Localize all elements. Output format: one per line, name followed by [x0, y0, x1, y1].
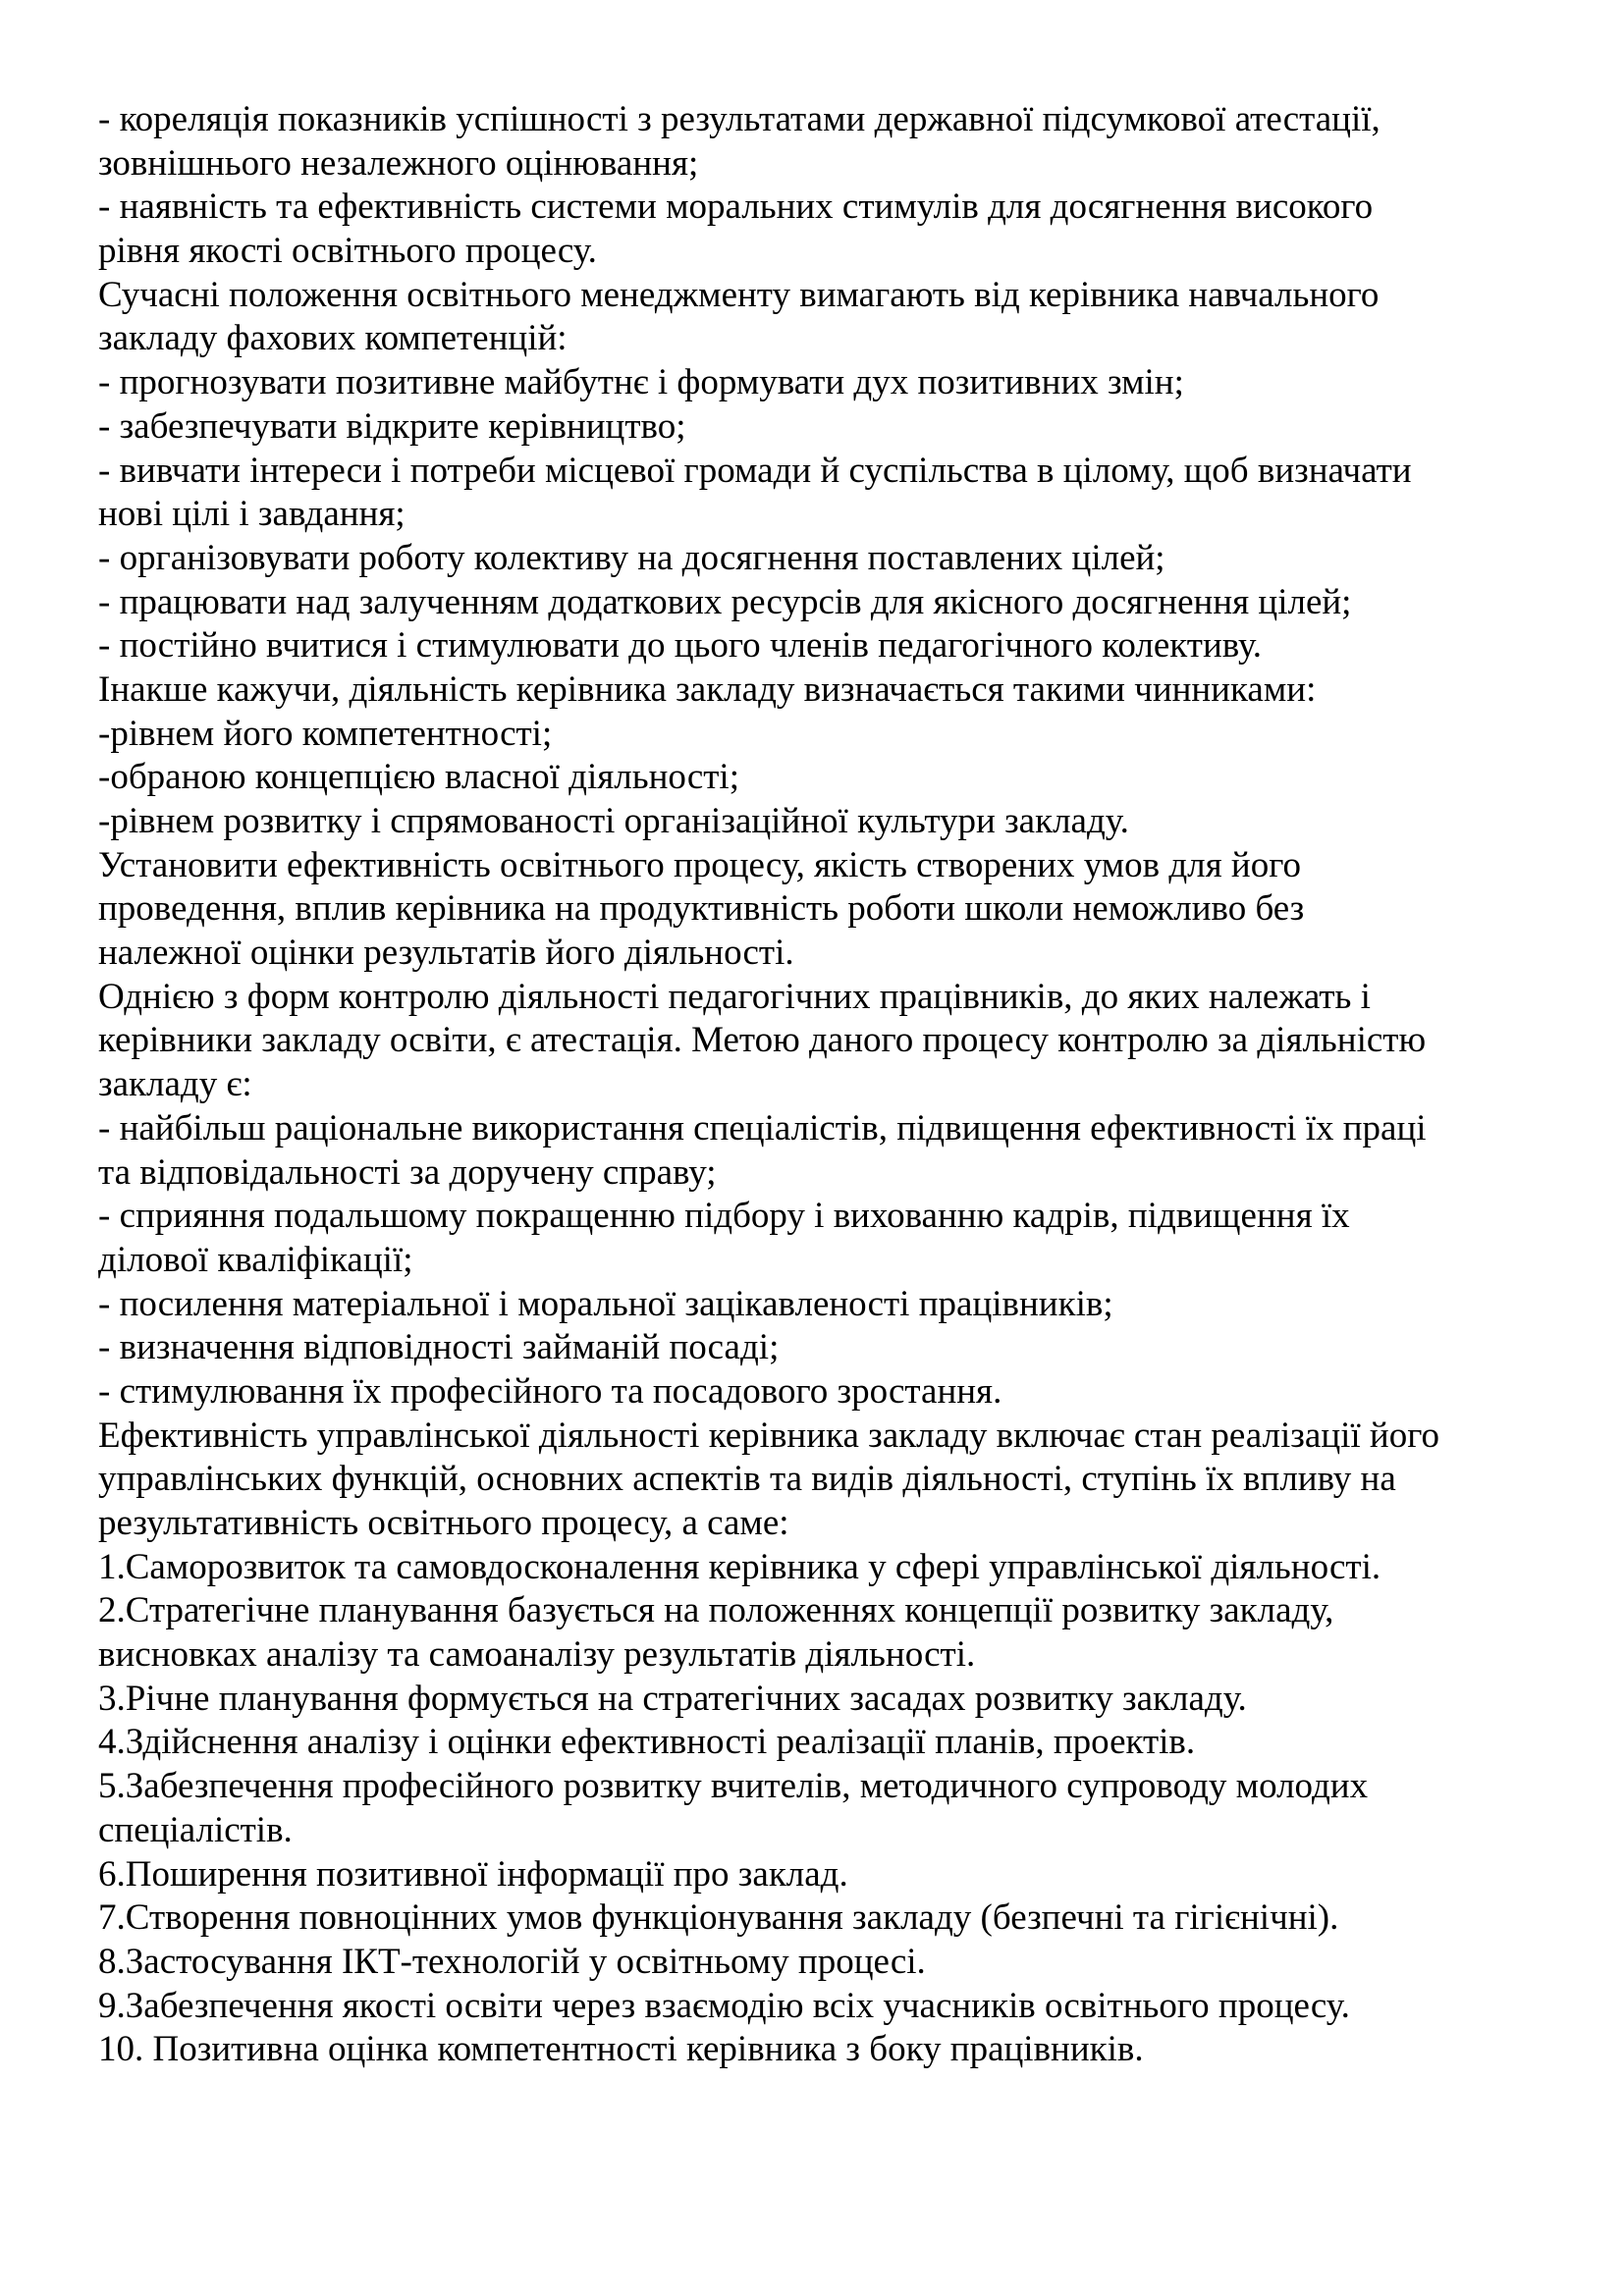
- text-line: результативність освітнього процесу, а саме:: [98, 1503, 789, 1543]
- text-line: нові цілі і завдання;: [98, 494, 406, 535]
- paragraph-goal-rational-use: [98, 1107, 1551, 1195]
- paragraph-factor-culture: [98, 800, 1551, 844]
- paragraph-factor-concept: [98, 756, 1551, 800]
- text-line: - стимулювання їх професійного та посадового зростання.: [98, 1370, 1002, 1412]
- paragraph-moral-incentives-item: [98, 186, 1551, 273]
- paragraph-goal-growth: [98, 1370, 1551, 1415]
- text-line: - визначення відповідності займаній посаді;: [98, 1327, 780, 1368]
- text-line: -рівнем розвитку і спрямованості організаційної культури закладу.: [98, 801, 1129, 841]
- paragraph-numbered-3: [98, 1678, 1551, 1722]
- text-line: -обраною концепцією власної діяльності;: [98, 757, 739, 798]
- text-line: -рівнем його компетентності;: [98, 713, 553, 754]
- text-line: - забезпечувати відкрите керівництво;: [98, 405, 686, 447]
- paragraph-correlation-item: [98, 98, 1551, 186]
- text-line: Сучасні положення освітнього менеджменту вимагають від керівника навчального: [98, 274, 1380, 315]
- text-line: керівники закладу освіти, є атестація. Метою даного процесу контролю за діяльністю: [98, 1020, 1427, 1061]
- text-line: - працювати над залученням додаткових ресурсів для якісного досягнення цілей;: [98, 581, 1352, 622]
- paragraph-numbered-7: [98, 1896, 1551, 1941]
- text-line: рівня якості освітнього процесу.: [98, 231, 597, 272]
- text-line: висновках аналізу та самоаналізу результатів діяльності.: [98, 1634, 976, 1676]
- text-line: 4.Здійснення аналізу і оцінки ефективності реалізації планів, проектів.: [98, 1722, 1196, 1763]
- text-line: належної оцінки результатів його діяльності.: [98, 933, 794, 974]
- text-line: - постійно вчитися і стимулювати до цього членів педагогічного колективу.: [98, 625, 1262, 667]
- text-line: - прогнозувати позитивне майбутнє і формувати дух позитивних змін;: [98, 362, 1184, 403]
- paragraph-competency-organize: [98, 537, 1551, 581]
- paragraph-numbered-8: [98, 1941, 1551, 1985]
- paragraph-competency-resources: [98, 581, 1551, 625]
- text-line: 2.Стратегічне планування базується на положеннях концепції розвитку закладу,: [98, 1590, 1334, 1631]
- document-body: [98, 98, 1551, 2072]
- text-line: проведення, вплив керівника на продуктивність роботи школи неможливо без: [98, 888, 1305, 930]
- text-line: Інакше кажучи, діяльність керівника закладу визначається такими чинниками:: [98, 668, 1317, 710]
- text-line: 9.Забезпечення якості освіти через взаємодію всіх учасників освітнього процесу.: [98, 1985, 1350, 2026]
- paragraph-numbered-1: [98, 1546, 1551, 1590]
- paragraph-numbered-5: [98, 1765, 1551, 1852]
- text-line: - кореляція показників успішності з результатами державної підсумкової атестації,: [98, 99, 1380, 139]
- paragraph-effectiveness-intro: [98, 1415, 1551, 1546]
- text-line: - сприяння подальшому покращенню підбору і вихованню кадрів, підвищення їх: [98, 1196, 1350, 1237]
- text-line: 8.Застосування ІКТ-технологій у освітньому процесі.: [98, 1941, 926, 1982]
- text-line: ділової кваліфікації;: [98, 1239, 413, 1280]
- text-line: та відповідальності за доручену справу;: [98, 1151, 717, 1193]
- paragraph-competency-learning: [98, 624, 1551, 668]
- text-line: 1.Саморозвиток та самовдосконалення керівника у сфері управлінської діяльності.: [98, 1546, 1381, 1587]
- paragraph-factor-competence: [98, 713, 1551, 757]
- paragraph-numbered-9: [98, 1985, 1551, 2029]
- paragraph-goal-personnel: [98, 1195, 1551, 1282]
- text-line: - найбільш раціональне використання спеціалістів, підвищення ефективності їх праці: [98, 1107, 1427, 1148]
- text-line: - наявність та ефективність системи моральних стимулів для досягнення високого: [98, 187, 1374, 228]
- text-line: закладу фахових компетенцій:: [98, 318, 568, 359]
- text-line: - організовувати роботу колективу на досягнення поставлених цілей;: [98, 537, 1165, 578]
- text-line: закладу є:: [98, 1064, 252, 1105]
- paragraph-numbered-4: [98, 1721, 1551, 1765]
- text-line: 10. Позитивна оцінка компетентності керівника з боку працівників.: [98, 2029, 1144, 2070]
- paragraph-numbered-2: [98, 1589, 1551, 1677]
- paragraph-attestation-intro: [98, 976, 1551, 1107]
- paragraph-numbered-6: [98, 1853, 1551, 1897]
- paragraph-goal-interest: [98, 1283, 1551, 1327]
- text-line: спеціалістів.: [98, 1809, 293, 1850]
- text-line: - посилення матеріальної і моральної зацікавленості працівників;: [98, 1283, 1113, 1324]
- text-line: Ефективність управлінської діяльності керівника закладу включає стан реалізації його: [98, 1415, 1439, 1456]
- text-line: зовнішнього незалежного оцінювання;: [98, 142, 699, 184]
- text-line: управлінських функцій, основних аспектів та видів діяльності, ступінь їх впливу на: [98, 1459, 1396, 1500]
- paragraph-competency-study-community: [98, 450, 1551, 537]
- paragraph-competency-forecast: [98, 361, 1551, 405]
- paragraph-competency-open-leadership: [98, 405, 1551, 450]
- text-line: 6.Поширення позитивної інформації про заклад.: [98, 1853, 848, 1895]
- paragraph-numbered-10: [98, 2028, 1551, 2072]
- text-line: 7.Створення повноцінних умов функціонування закладу (безпечні та гігієнічні).: [98, 1897, 1339, 1939]
- text-line: - вивчати інтереси і потреби місцевої громади й суспільства в цілому, щоб визначати: [98, 450, 1412, 491]
- paragraph-goal-position-fit: [98, 1326, 1551, 1370]
- paragraph-competencies-intro: [98, 274, 1551, 361]
- text-line: Установити ефективність освітнього процесу, якість створених умов для його: [98, 844, 1301, 885]
- text-line: Однією з форм контролю діяльності педагогічних працівників, до яких належать і: [98, 976, 1371, 1017]
- text-line: 3.Річне планування формується на стратегічних засадах розвитку закладу.: [98, 1678, 1247, 1719]
- paragraph-evaluation-paragraph: [98, 844, 1551, 976]
- text-line: 5.Забезпечення професійного розвитку вчителів, методичного супроводу молодих: [98, 1766, 1369, 1807]
- paragraph-factors-intro: [98, 668, 1551, 713]
